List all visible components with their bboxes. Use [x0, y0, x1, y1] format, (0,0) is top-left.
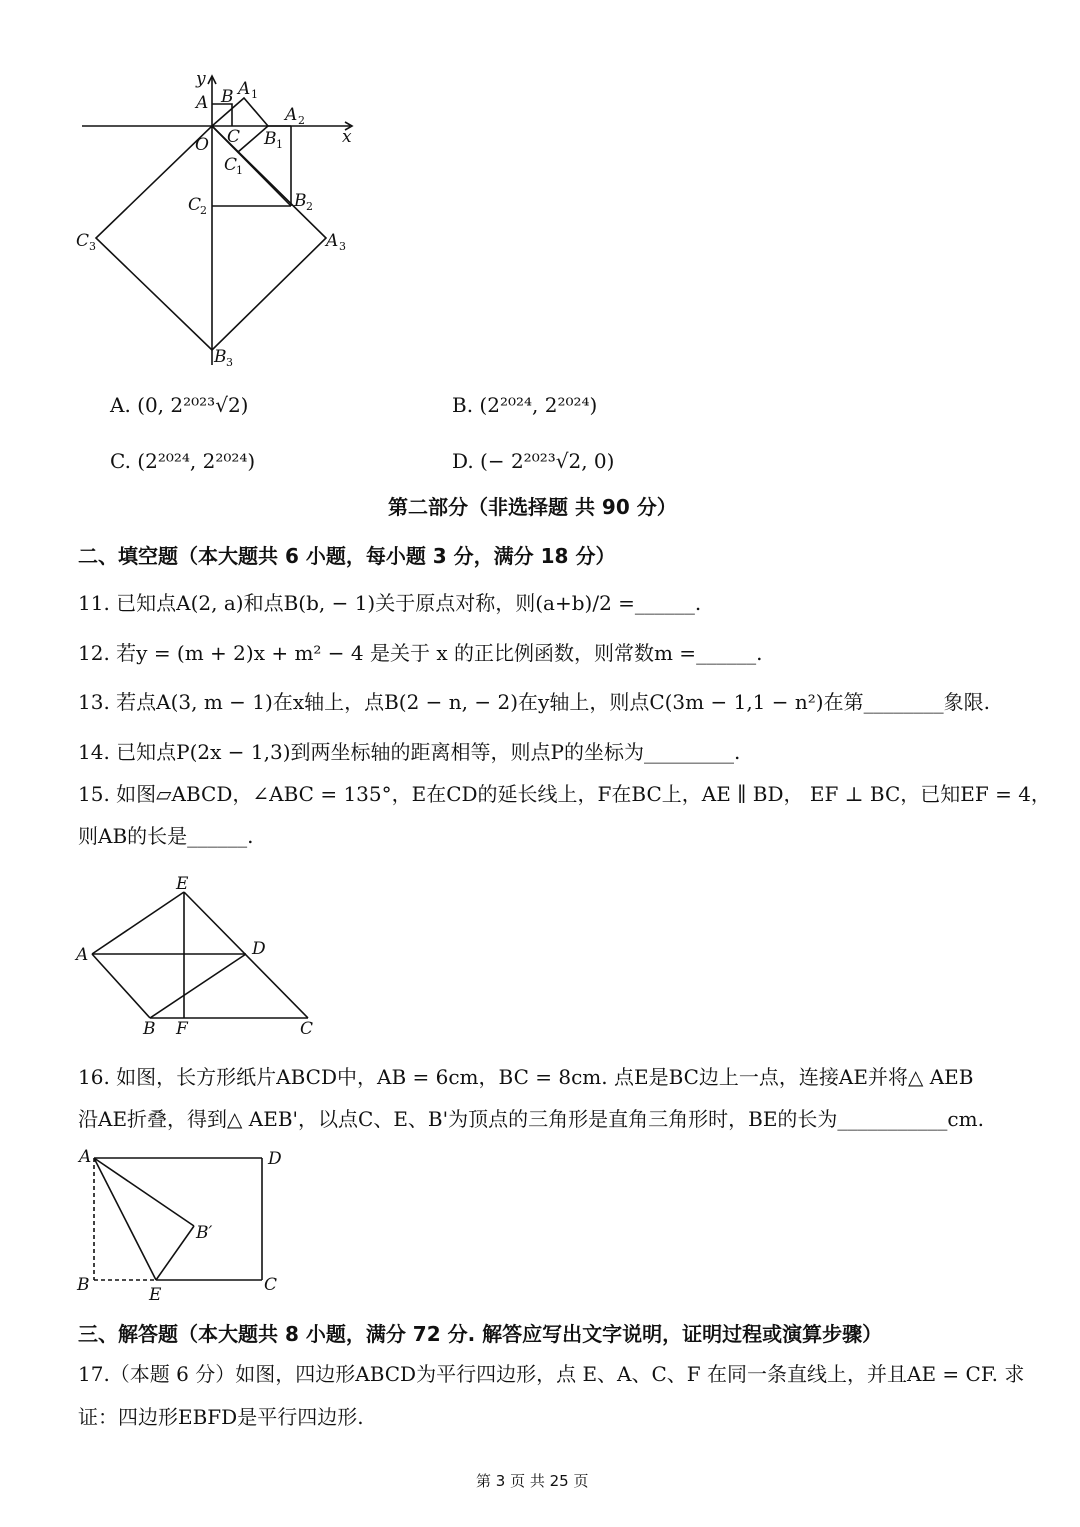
figure-label: E	[149, 1285, 162, 1305]
question-15-line1: 15. 如图▱ABCD，∠ABC = 135°，E在CD的延长线上，F在BC上，AE ∥ BD， EF ⊥ BC，已知EF = 4，	[78, 782, 1051, 806]
figure-label: 3	[89, 240, 96, 253]
figure-label: 2	[306, 200, 313, 213]
option-b[interactable]: B. (2²⁰²⁴, 2²⁰²⁴)	[452, 393, 598, 417]
figure-label: B	[143, 1019, 156, 1039]
question-17-line2: 证：四边形EBFD是平行四边形.	[78, 1405, 364, 1429]
question-11: 11. 已知点A(2, a)和点B(b, − 1)关于原点对称，则(a+b)/2 =______.	[78, 591, 702, 615]
question-16-line1: 16. 如图，长方形纸片ABCD中，AB = 6cm，BC = 8cm. 点E是BC边上一点，连接AE并将△ AEB	[78, 1065, 974, 1089]
figure-label: 2	[200, 204, 207, 217]
page-footer: 第 3 页 共 25 页	[476, 1472, 589, 1490]
figure-label: A	[285, 105, 298, 125]
question-15-line2: 则AB的长是______.	[78, 824, 254, 848]
figure-label: 3	[226, 356, 233, 368]
figure-label: C	[76, 231, 90, 251]
figure-label: C	[300, 1019, 314, 1039]
option-c[interactable]: C. (2²⁰²⁴, 2²⁰²⁴)	[110, 449, 256, 473]
figure-label: 2	[298, 114, 305, 127]
x-axis-label: x	[342, 127, 352, 147]
figure-label: B′	[196, 1223, 213, 1243]
figure-label: C	[227, 127, 241, 147]
option-d[interactable]: D. (− 2²⁰²³√2, 0)	[452, 449, 615, 473]
figure-label: D	[268, 1149, 282, 1169]
figure-label: 1	[251, 88, 258, 101]
part-two-title: 第二部分（非选择题 共 90 分）	[388, 495, 677, 519]
figure-label: O	[195, 135, 209, 155]
figure-label: A	[326, 231, 339, 251]
figure-label: 1	[276, 138, 283, 151]
figure-label: D	[252, 939, 266, 959]
figure-label: A	[76, 945, 89, 965]
figure-label: C	[264, 1275, 278, 1295]
figure-coordinate-squares	[70, 68, 370, 368]
figure-label: E	[176, 874, 189, 894]
figure-label: C	[224, 155, 238, 175]
figure-label: B	[221, 87, 234, 107]
figure-label: B	[214, 347, 227, 367]
section-two-heading: 二、填空题（本大题共 6 小题，每小题 3 分，满分 18 分）	[78, 544, 616, 568]
question-13: 13. 若点A(3, m − 1)在x轴上，点B(2 − n, − 2)在y轴上，则点C(3m − 1,1 − n²)在第________象限.	[78, 690, 990, 714]
figure-label: B	[264, 129, 277, 149]
question-12: 12. 若y = (m + 2)x + m² − 4 是关于 x 的正比例函数，则常数m =______.	[78, 641, 763, 665]
figure-q15-parallelogram	[70, 866, 330, 1042]
figure-label: C	[188, 195, 202, 215]
figure-q16-rectangle	[70, 1142, 300, 1306]
figure-label: A	[196, 93, 209, 113]
figure-label: 1	[236, 164, 243, 177]
section-three-heading: 三、解答题（本大题共 8 小题，满分 72 分. 解答应写出文字说明，证明过程或演算步骤）	[78, 1322, 883, 1346]
question-17-line1: 17.（本题 6 分）如图，四边形ABCD为平行四边形，点 E、A、C、F 在同一条直线上，并且AE = CF. 求	[78, 1362, 1025, 1386]
y-axis-label: y	[196, 69, 206, 89]
figure-label: 3	[339, 240, 346, 253]
figure-label: A	[238, 79, 251, 99]
question-16-line2: 沿AE折叠，得到△ AEB'，以点C、E、B'为顶点的三角形是直角三角形时，BE的长为___________cm.	[78, 1107, 984, 1131]
figure-label: B	[77, 1275, 90, 1295]
figure-label: F	[176, 1019, 188, 1039]
question-14: 14. 已知点P(2x − 1,3)到两坐标轴的距离相等，则点P的坐标为_________.	[78, 740, 741, 764]
figure-label: B	[294, 191, 307, 211]
option-a[interactable]: A. (0, 2²⁰²³√2)	[110, 393, 249, 417]
figure-label: A	[79, 1147, 92, 1167]
